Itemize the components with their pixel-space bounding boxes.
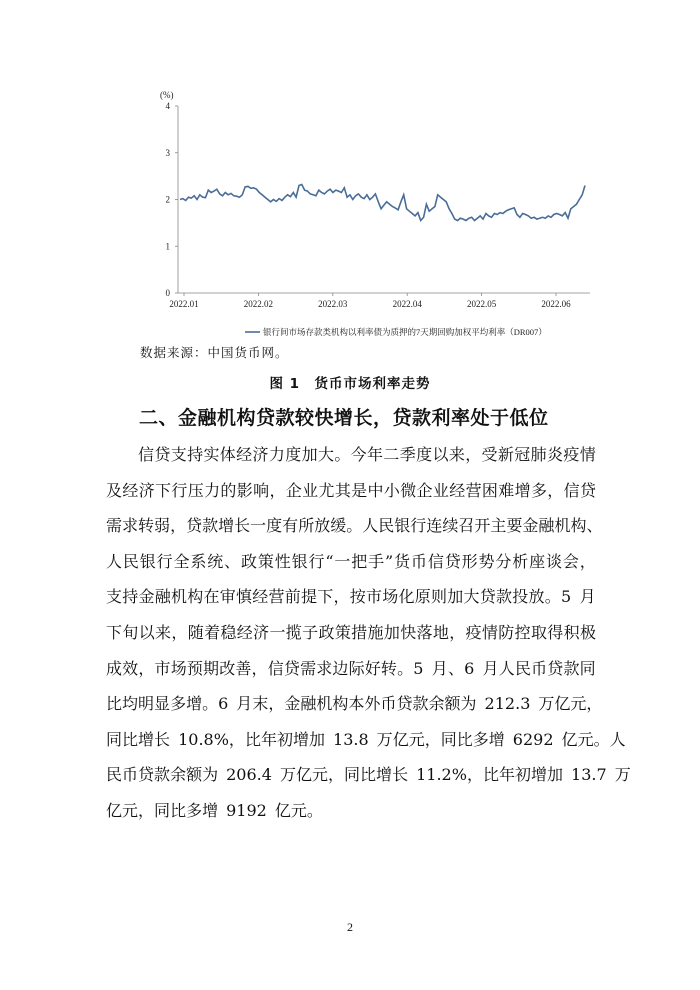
y-tick-label: 2 (165, 194, 170, 205)
page-number: 2 (347, 920, 353, 934)
section-heading: 二、金融机构贷款较快增长，贷款利率处于低位 (139, 407, 549, 429)
data-source-note: 数据来源：中国货币网。 (140, 345, 289, 360)
interest-rate-chart (150, 88, 600, 348)
paragraph-line: 下 旬 以 来 ， 随 着 稳 经 济 一 揽 子 政 策 措 施 加 快 落 地 ， 疫 情 防 控 取 得 积 极 (106, 622, 596, 642)
figure-caption: 图 1 货币市场利率走势 (269, 376, 431, 392)
paragraph-line: 亿 元 ， 同 比 多 增 9 1 9 2 亿 元 。 (106, 800, 323, 820)
paragraph-line: 信 贷 支 持 实 体 经 济 力 度 加 大 。 今 年 二 季 度 以 来 ， 受 新 冠 肺 炎 疫 情 (138, 445, 596, 464)
y-tick-label: 1 (165, 241, 170, 252)
x-tick-label: 2022.05 (466, 299, 497, 309)
paragraph-line: 支 持 金 融 机 构 在 审 慎 经 营 前 提 下 ， 按 市 场 化 原 则 加 大 贷 款 投 放 。 5 月 (106, 587, 596, 607)
paragraph-line: 需 求 转 弱 ， 贷 款 增 长 一 度 有 所 放 缓 。 人 民 银 行 连 续 召 开 主 要 金 融 机 构 、 (106, 516, 603, 536)
paragraph-line: 成 效 ， 市 场 预 期 改 善 ， 信 贷 需 求 边 际 好 转 。 5 月 、 6 月 人 民 币 贷 款 同 (106, 658, 596, 678)
paragraph-line: 人 民 银 行 全 系 统 、 政 策 性 银 行 “ 一 把 手 ” 货 币 信 贷 形 势 分 析 座 谈 会 ， (106, 551, 596, 571)
paragraph-line: 同 比 增 长 1 0 . 8 % ， 比 年 初 增 加 1 3 . 8 万 亿 元 ， 同 比 多 增 6 2 9 2 亿 元 。 人 (106, 729, 626, 749)
y-tick-label: 0 (165, 288, 170, 298)
y-axis (166, 101, 179, 298)
x-axis (169, 293, 590, 309)
y-tick-label: 4 (165, 101, 170, 111)
x-tick-label: 2022.02 (243, 299, 274, 309)
x-tick-label: 2022.01 (169, 299, 199, 309)
y-axis-unit-label: (%) (160, 90, 174, 100)
dr007-series-line (180, 185, 585, 221)
x-tick-label: 2022.03 (318, 299, 348, 309)
paragraph-line: 比 均 明 显 多 增 。 6 月 末 ， 金 融 机 构 本 外 币 贷 款 余 额 为 2 1 2 . 3 万 亿 元 ， (106, 694, 603, 714)
body-paragraph (106, 437, 631, 829)
x-tick-label: 2022.04 (392, 299, 422, 309)
y-tick-label: 3 (165, 147, 170, 158)
paragraph-line: 民 币 贷 款 余 额 为 2 0 6 . 4 万 亿 元 ， 同 比 增 长 1 1 . 2 % ， 比 年 初 增 加 1 3 . 7 万 (106, 765, 631, 785)
legend-label: 银行间市场存款类机构以利率债为质押的7天期回购加权平均利率（DR007） (263, 327, 547, 337)
x-tick-label: 2022.06 (541, 299, 571, 309)
paragraph-line: 及 经 济 下 行 压 力 的 影 响 ， 企 业 尤 其 是 中 小 微 企 业 经 营 困 难 增 多 ， 信 贷 (106, 480, 596, 500)
